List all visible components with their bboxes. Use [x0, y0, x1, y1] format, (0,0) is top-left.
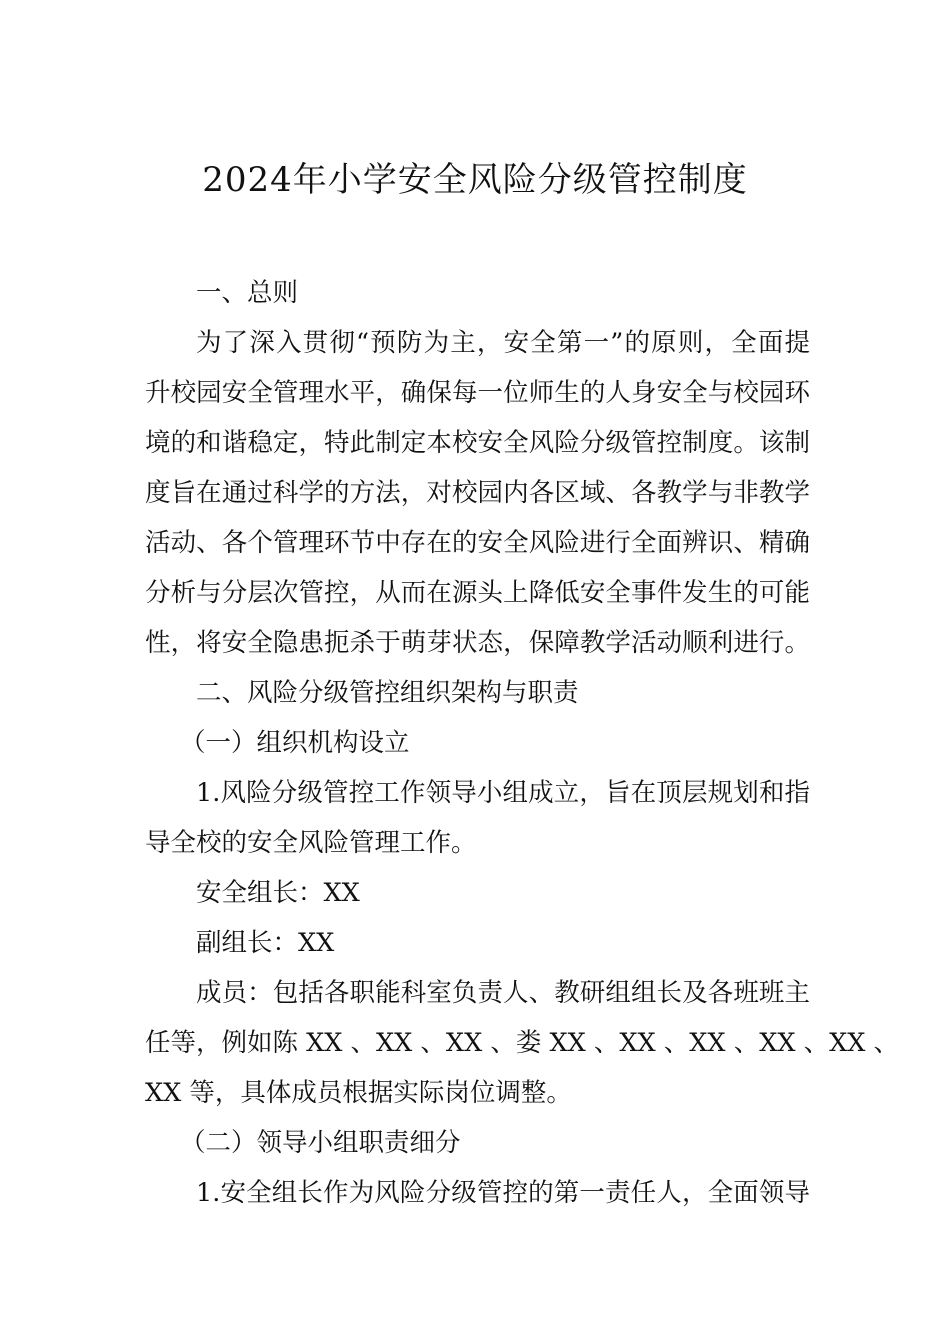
- paragraph-line: 分析与分层次管控，从而在源头上降低安全事件发生的可能: [145, 578, 810, 608]
- paragraph-line: 升校园安全管理水平，确保每一位师生的人身安全与校园环: [145, 378, 810, 408]
- paragraph-line: 导全校的安全风险管理工作。: [145, 828, 477, 858]
- section-heading-organization: 二、风险分级管控组织架构与职责: [196, 678, 579, 708]
- paragraph-line: 度旨在通过科学的方法，对校园内各区域、各教学与非教学: [145, 478, 810, 508]
- paragraph-line: 1.风险分级管控工作领导小组成立，旨在顶层规划和指: [196, 778, 810, 808]
- paragraph-line: 境的和谐稳定，特此制定本校安全风险分级管控制度。该制: [145, 428, 810, 458]
- deputy-leader-line: 副组长：XX: [196, 928, 335, 958]
- paragraph-line: XX 等，具体成员根据实际岗位调整。: [145, 1078, 572, 1108]
- paragraph-line: 活动、各个管理环节中存在的安全风险进行全面辨识、精确: [145, 528, 810, 558]
- subsection-heading-setup: （一）组织机构设立: [180, 728, 410, 758]
- paragraph-line: 为了深入贯彻“预防为主，安全第一”的原则，全面提: [196, 328, 810, 358]
- document-title: 2024年小学安全风险分级管控制度: [202, 160, 748, 200]
- paragraph-line: 1.安全组长作为风险分级管控的第一责任人，全面领导: [196, 1178, 810, 1208]
- paragraph-line: 性，将安全隐患扼杀于萌芽状态，保障教学活动顺利进行。: [145, 628, 810, 658]
- subsection-heading-duties: （二）领导小组职责细分: [180, 1128, 461, 1158]
- section-heading-general: 一、总则: [196, 278, 299, 308]
- members-line: 成员：包括各职能科室负责人、教研组组长及各班班主: [196, 978, 810, 1008]
- team-leader-line: 安全组长：XX: [196, 878, 360, 908]
- paragraph-line: 任等，例如陈 XX 、XX 、XX 、娄 XX 、XX 、XX 、XX 、XX 、: [145, 1028, 900, 1058]
